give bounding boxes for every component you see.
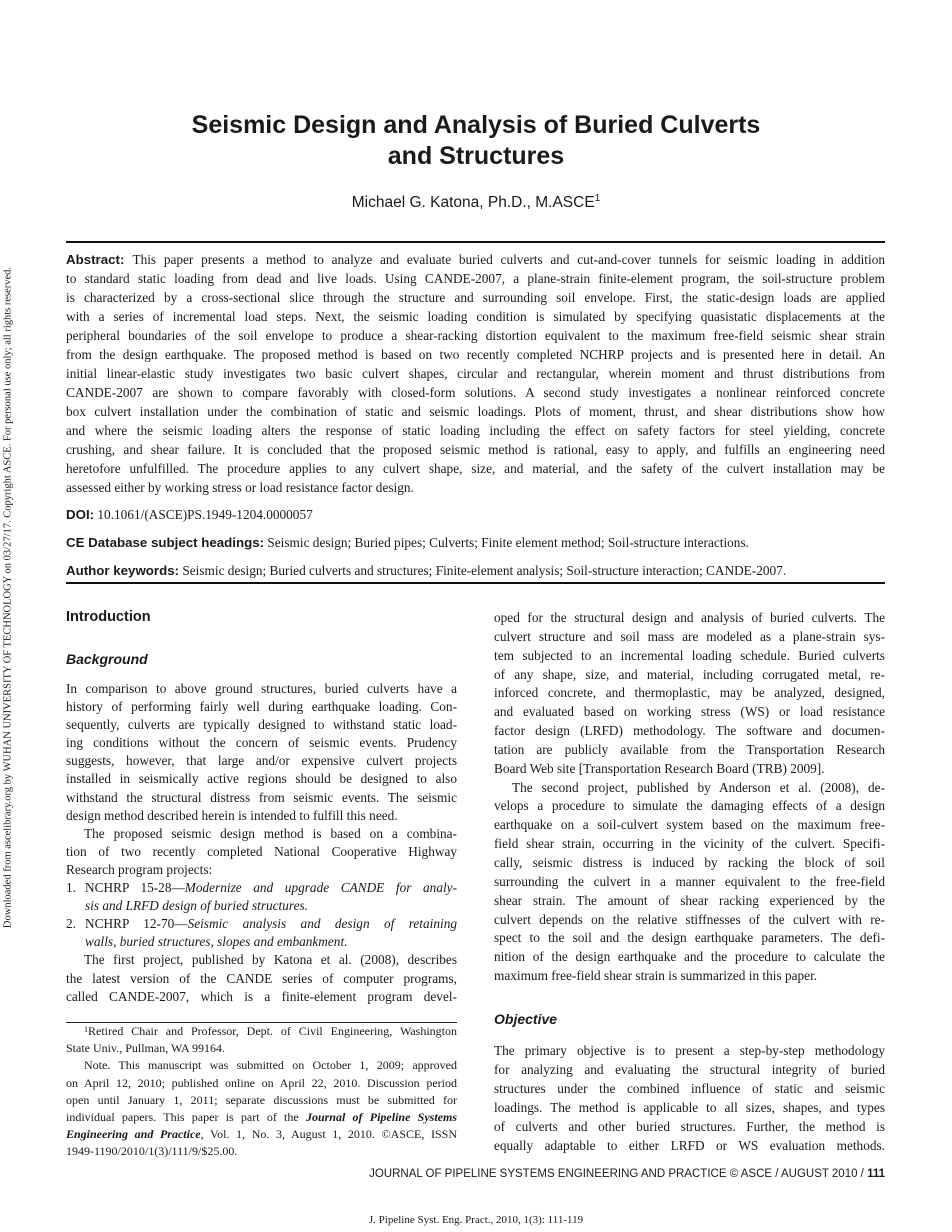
text-line — [66, 734, 457, 752]
text-line — [494, 760, 885, 779]
text-segment: the latest version of the CANDE series of computer programs, — [66, 970, 457, 986]
list-number: 2. — [66, 916, 76, 932]
text-segment: Engineering and Practice — [66, 1127, 201, 1142]
text-segment: sis and LRFD design of buried structures. — [85, 898, 308, 914]
text-segment: tion of two recently completed National Cooperative Highway — [66, 843, 457, 859]
text-line — [66, 478, 885, 497]
text-segment: spect to the soil and the design earthquake parameters. The defi- — [494, 930, 885, 946]
text-segment: design method described herein is intended to fulfill this need. — [66, 807, 398, 823]
text-line — [66, 1023, 457, 1040]
subject-headings-label: CE Database subject headings: — [66, 535, 265, 550]
text-segment: suggests, however, that large and/or expensive culvert projects — [66, 753, 457, 769]
text-line — [494, 722, 885, 741]
text-segment: NCHRP 12-70— — [85, 916, 188, 932]
text-segment: velops a procedure to simulate the damaging effects of a design — [494, 798, 885, 814]
author-name: Michael G. Katona, Ph.D., M.ASCE — [351, 194, 595, 212]
subject-headings — [66, 535, 885, 551]
text-segment: Board Web site [Transportation Research Board (TRB) 2009]. — [494, 760, 825, 776]
text-segment: with a series of incremental load steps. Next, the seismic loading condition is simulated by specifying quasistatic displacements at the — [66, 309, 885, 324]
text-segment: Retired Chair and Professor, Dept. of Civil Engineering, Washington — [88, 1024, 457, 1038]
abstract-label: Abstract: — [66, 252, 133, 267]
text-line — [66, 383, 885, 402]
text-segment: initial linear-elastic study investigates two basic culvert shapes, circular and rectangular, wherein moment and thrust distributions from — [66, 366, 885, 381]
text-segment: heretofore unfulfilled. The procedure applies to any culvert shape, size, and material, and the safety of the culvert installation may be — [66, 461, 885, 476]
text-segment: called CANDE-2007, which is a finite-element program devel- — [66, 988, 457, 1004]
text-segment: State Univ., Pullman, WA 99164. — [66, 1041, 225, 1056]
text-segment: equally adaptable to either LRFD or WS evaluation methods. — [494, 1138, 885, 1153]
text-segment: history of performing fairly well during earthquake loading. Con- — [66, 699, 457, 715]
text-segment: This paper presents a method to analyze and evaluate buried culverts and cut-and-cover tunnels for seismic loading in addition — [132, 252, 885, 267]
text-line — [66, 288, 885, 307]
text-line — [66, 250, 885, 269]
text-segment: inforced concrete, and thermoplastic, may be analyzed, designed, — [494, 685, 885, 701]
subject-headings-value: Seismic design; Buried pipes; Culverts; Finite element method; Soil-structure interactions. — [267, 535, 749, 550]
subsection-heading-background: Background — [66, 651, 148, 667]
text-line — [494, 628, 885, 647]
text-segment: Modernize and upgrade CANDE for analy- — [184, 880, 458, 896]
text-line — [66, 897, 457, 915]
text-segment: installed in seismically active regions should be designed to also — [66, 771, 457, 787]
text-segment: The second project, published by Anderson et al. (2008), de- — [512, 779, 885, 795]
text-line — [494, 854, 885, 873]
doi-label: DOI: — [66, 507, 95, 522]
text-line — [66, 970, 457, 988]
text-line — [66, 988, 457, 1006]
text-segment: factor design (LRFD) methodology. The software and documen- — [494, 723, 885, 739]
text-segment: of any shape, size, and material, including corrugated metal, re- — [494, 666, 885, 682]
text-line — [494, 797, 885, 816]
text-segment: field shear strain, occurring in the vicinity of the culvert. Specifi- — [494, 836, 885, 852]
text-line — [494, 647, 885, 666]
text-segment: nition of the design earthquake and the procedure to calculate the — [494, 949, 885, 965]
text-line — [66, 698, 457, 716]
background-text — [66, 680, 457, 1006]
text-line — [66, 1057, 457, 1074]
text-segment: is characterized by a cross-sectional slice through the structure and surrounding soil envelope. First, the static-design loads are applied — [66, 290, 885, 305]
text-line — [494, 873, 885, 892]
text-line — [66, 1126, 457, 1143]
abstract-top-rule — [66, 241, 885, 243]
text-line — [66, 1143, 457, 1160]
text-line — [494, 1079, 885, 1098]
text-line — [66, 915, 457, 933]
text-line — [66, 861, 457, 879]
paper-title — [0, 110, 952, 172]
author-keywords-value: Seismic design; Buried culverts and structures; Finite-element analysis; Soil-structure interaction; CANDE-2007. — [182, 563, 787, 578]
title-line-1: Seismic Design and Analysis of Buried Culverts — [191, 111, 761, 139]
text-segment: and where the seismic loading alters the response of static loading including the effect on safety factors for steel yielding, concrete — [66, 423, 885, 438]
text-segment: box culvert installation under the combination of static and seismic loadings. Plots of moment, thrust, and shear distributions show how — [66, 404, 885, 419]
text-line — [494, 609, 885, 628]
text-line — [66, 825, 457, 843]
text-line — [494, 967, 885, 986]
text-line — [494, 666, 885, 685]
text-segment: 1949-1190/2010/1(3)/111/9/$25.00. — [66, 1144, 238, 1159]
abstract — [66, 250, 885, 497]
text-line — [66, 440, 885, 459]
author-line — [0, 193, 952, 212]
text-segment: Seismic analysis and design of retaining — [187, 916, 457, 932]
text-segment: sequently, culverts are typically designed to withstand static load- — [66, 717, 457, 733]
text-line — [66, 459, 885, 478]
text-segment: structures under the combined influence of static and seismic — [494, 1081, 885, 1096]
text-segment: walls, buried structures, slopes and embankment. — [85, 934, 348, 950]
text-line — [66, 933, 457, 951]
text-line — [66, 951, 457, 969]
text-segment: In comparison to above ground structures, buried culverts have a — [66, 681, 457, 696]
footnotes — [66, 1023, 457, 1161]
text-segment: , Vol. 1, No. 3, August 1, 2010. ©ASCE, ISSN — [200, 1127, 457, 1142]
text-line — [66, 326, 885, 345]
objective-text — [494, 1041, 885, 1155]
text-line — [494, 835, 885, 854]
text-line — [66, 402, 885, 421]
text-segment: oped for the structural design and analysis of buried culverts. The — [494, 610, 885, 625]
doi-value[interactable]: 10.1061/(ASCE)PS.1949-1204.0000057 — [97, 507, 313, 522]
text-segment: surrounding the culvert in a manner equivalent to the free-field — [494, 873, 885, 889]
text-segment: crushing, and shear failure. It is concluded that the proposed seismic method is rational, easy to apply, and fulfills an engineering need — [66, 442, 885, 457]
text-line — [494, 948, 885, 967]
text-segment: maximum free-field shear strain is summarized in this paper. — [494, 968, 818, 984]
text-segment: CANDE-2007 are shown to compare favorably with closed-form solutions. A second study investigates a nonlinear reinforced concrete — [66, 385, 885, 400]
text-segment: peripheral boundaries of the soil envelope to produce a shear-racking distortion equivalent to the maximum free-field seismic shear strain — [66, 328, 885, 343]
text-line — [494, 1041, 885, 1060]
text-segment: on April 12, 2010; published online on April 22, 2010. Discussion period — [66, 1075, 457, 1090]
text-segment: withstand the structural distress from seismic events. The seismic — [66, 789, 457, 805]
text-line — [66, 364, 885, 383]
text-segment: individual papers. This paper is part of the — [66, 1110, 306, 1125]
text-line — [66, 879, 457, 897]
text-segment: Research program projects: — [66, 861, 213, 877]
text-segment: to standard static loading from dead and live loads. Using CANDE-2007, a plane-strain finite-element program, the soil-structure problem — [66, 271, 885, 286]
text-line — [494, 816, 885, 835]
text-line — [494, 929, 885, 948]
text-line — [66, 807, 457, 825]
running-footer-text: JOURNAL OF PIPELINE SYSTEMS ENGINEERING AND PRACTICE © ASCE / AUGUST 2010 / — [369, 1168, 868, 1180]
text-line — [494, 1060, 885, 1079]
download-watermark: Downloaded from ascelibrary.org by WUHAN UNIVERSITY OF TECHNOLOGY on 03/27/17. Copyright ASCE. For personal use only; all rights reserved. — [2, 266, 14, 929]
text-segment: tem subjected to an incremental loading schedule. Buried culverts — [494, 647, 885, 663]
text-line — [66, 1075, 457, 1092]
text-line — [66, 752, 457, 770]
text-segment: culvert structure and soil mass are modeled as a plane-strain sys- — [494, 628, 885, 644]
text-line — [66, 307, 885, 326]
text-segment: earthquake on a soil-culvert system based on the maximum free- — [494, 817, 885, 833]
list-number: 1. — [66, 880, 76, 896]
author-footnote-mark: 1 — [594, 193, 601, 204]
text-line — [66, 1040, 457, 1057]
text-line — [494, 1098, 885, 1117]
text-line — [494, 892, 885, 911]
text-line — [494, 684, 885, 703]
text-line — [494, 741, 885, 760]
abstract-bottom-rule — [66, 582, 885, 584]
subsection-heading-objective: Objective — [494, 1011, 558, 1027]
text-segment: The proposed seismic design method is based on a combina- — [84, 825, 457, 841]
text-segment: Journal of Pipeline Systems — [305, 1110, 458, 1125]
text-line — [66, 1109, 457, 1126]
text-segment: loadings. The method is applicable to all sizes, shapes, and types — [494, 1100, 885, 1115]
text-segment: culvert depends on the relative stiffnesses of the culvert with re- — [494, 911, 885, 927]
section-heading-introduction: Introduction — [66, 609, 151, 625]
text-segment: tation are publicly available from the Transportation Research — [494, 741, 885, 757]
text-segment: Note. This manuscript was submitted on October 1, 2009; approved — [84, 1058, 457, 1073]
text-line — [66, 770, 457, 788]
text-line — [66, 269, 885, 288]
text-segment: ing conditions without the concern of seismic events. Prudency — [66, 735, 457, 751]
page-number: 111 — [867, 1168, 885, 1180]
text-line — [66, 1092, 457, 1109]
text-segment: The first project, published by Katona et al. (2008), describes — [84, 952, 457, 968]
text-segment: shear strain. The amount of shear racking experienced by the — [494, 892, 885, 908]
title-line-2: and Structures — [387, 142, 565, 170]
text-line — [66, 421, 885, 440]
text-segment: open until January 1, 2011; separate discussions must be submitted for — [66, 1092, 457, 1107]
text-line — [494, 779, 885, 798]
text-segment: assessed either by working stress or load resistance factor design. — [66, 480, 414, 495]
citation-line: J. Pipeline Syst. Eng. Pract., 2010, 1(3): 111-119 — [368, 1214, 584, 1226]
introduction-right-column-text — [494, 609, 885, 986]
text-segment: from the design earthquake. The proposed method is based on two recently completed NCHRP projects and is presented here in detail. An — [66, 347, 885, 362]
text-segment: of culverts and other buried structures. Further, the method is — [494, 1119, 885, 1134]
author-keywords-label: Author keywords: — [66, 563, 180, 578]
text-line — [66, 345, 885, 364]
text-segment: NCHRP 15-28— — [85, 880, 185, 896]
text-line — [494, 911, 885, 930]
running-footer — [369, 1168, 885, 1180]
text-segment: cally, seismic distress is induced by racking the block of soil — [494, 854, 885, 870]
text-line — [66, 716, 457, 734]
text-line — [66, 843, 457, 861]
text-line — [494, 1136, 885, 1155]
text-segment: The primary objective is to present a step-by-step methodology — [494, 1043, 885, 1058]
doi — [66, 507, 885, 523]
text-segment: and evaluated based on working stress (WS) or load resistance — [494, 704, 885, 720]
text-segment: for analyzing and evaluating the structural integrity of buried — [494, 1062, 885, 1077]
text-line — [66, 789, 457, 807]
text-segment: 1 — [84, 1025, 88, 1034]
text-line — [494, 1117, 885, 1136]
text-line — [66, 680, 457, 698]
text-line — [494, 703, 885, 722]
author-keywords — [66, 563, 885, 579]
